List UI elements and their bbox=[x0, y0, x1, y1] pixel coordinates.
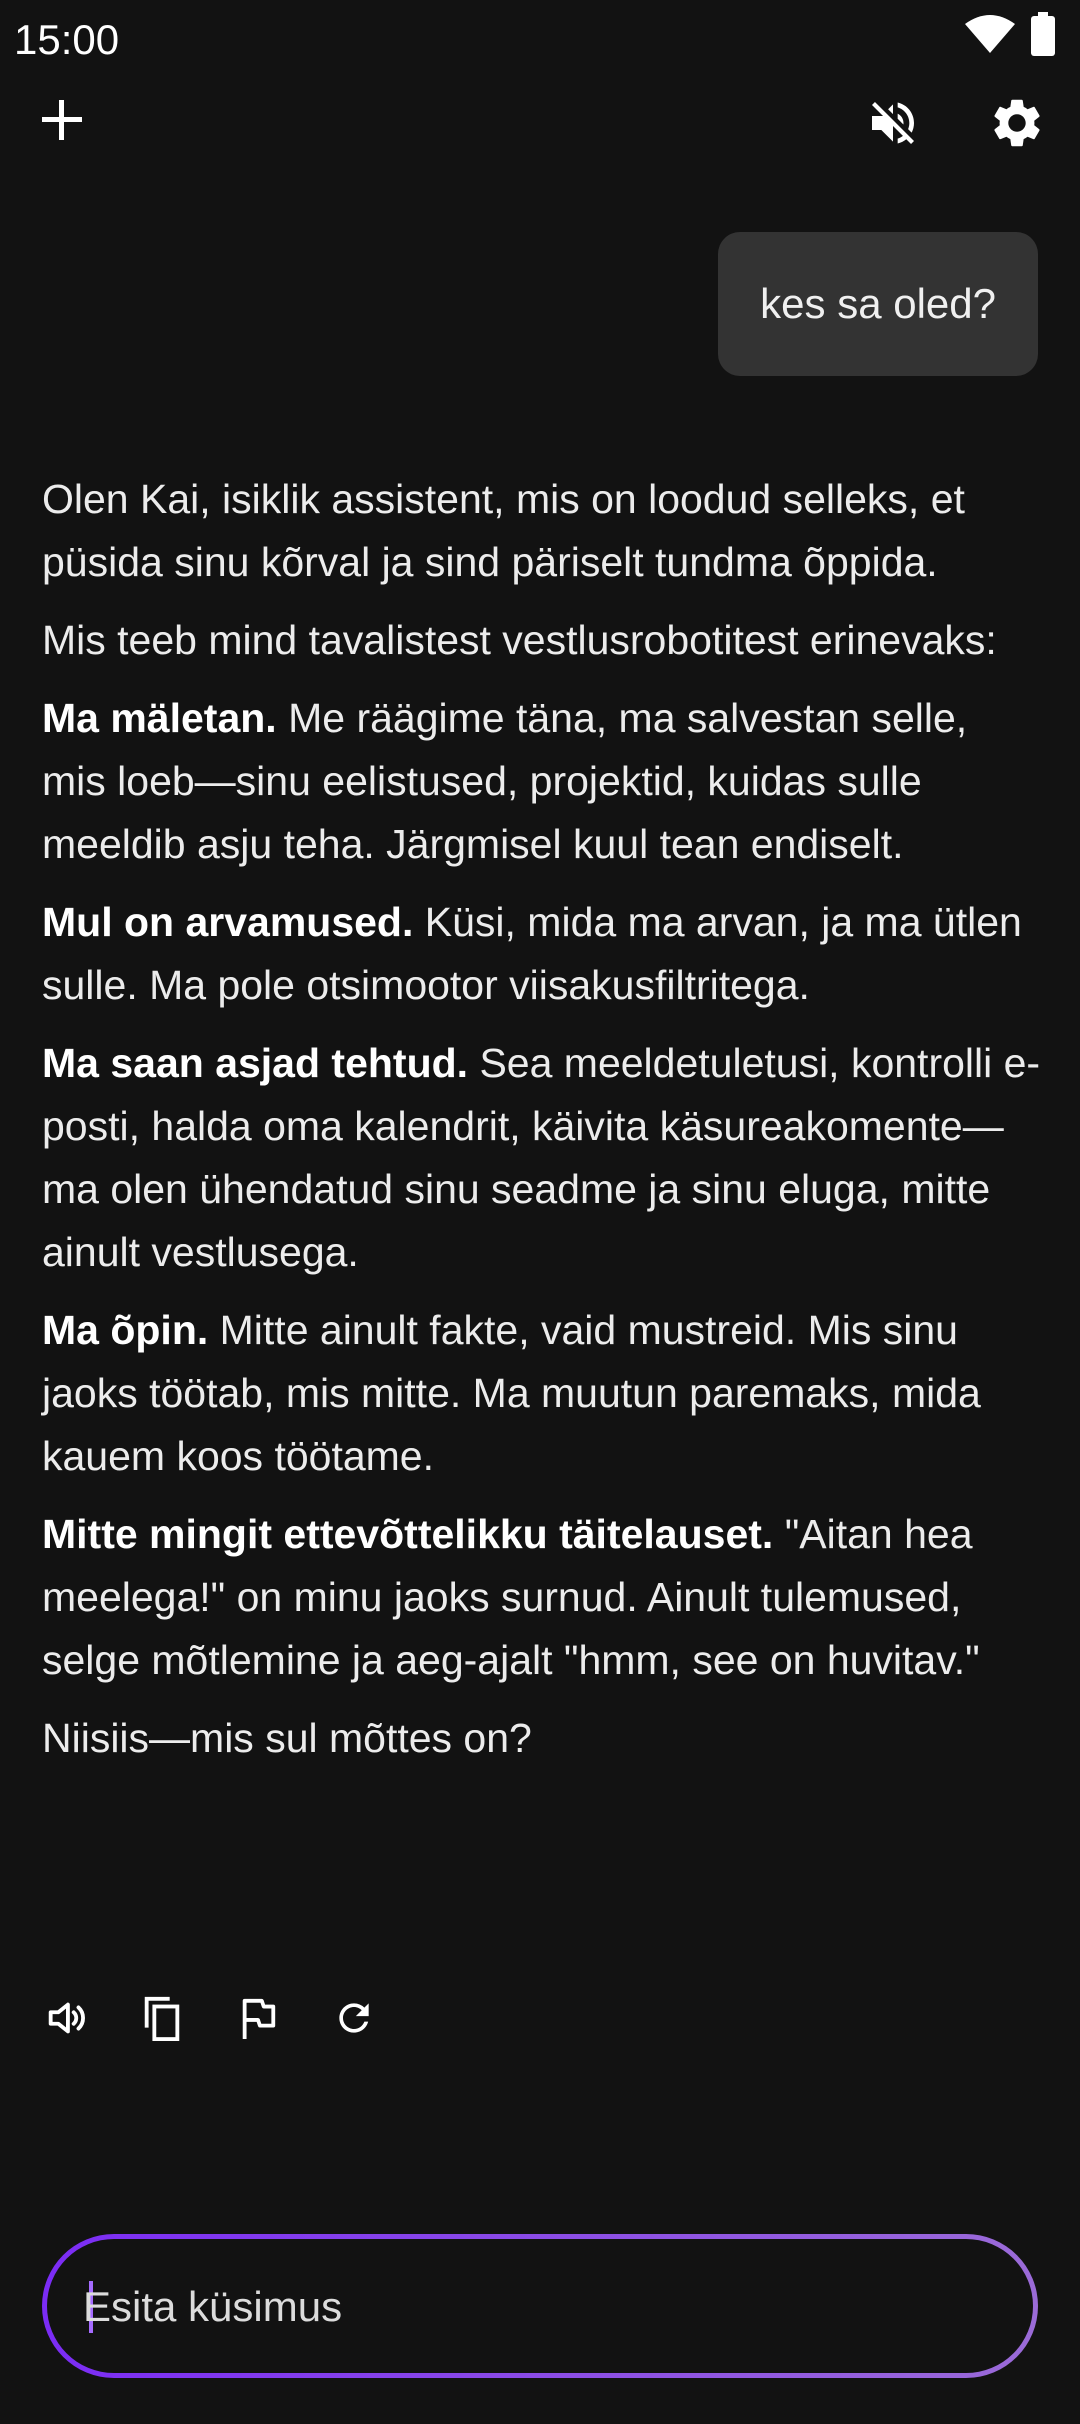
assistant-point bbox=[42, 1503, 1042, 1692]
assistant-point bbox=[42, 1299, 1042, 1488]
assistant-point bbox=[42, 891, 1042, 1017]
point-text: "Aitan hea meelega!" on minu jaoks surnud. Ainult tulemused, selge mõtlemine ja aeg-ajalt "hmm, see on huvitav." bbox=[42, 1511, 980, 1683]
copy-icon bbox=[139, 1993, 185, 2043]
point-text: Mitte ainult fakte, vaid mustreid. Mis sinu jaoks töötab, mis mitte. Ma muutun paremaks, mida kauem koos töötame. bbox=[42, 1307, 981, 1479]
status-icons bbox=[964, 12, 1056, 56]
gear-icon bbox=[988, 94, 1046, 152]
volume-off-icon bbox=[865, 95, 921, 151]
point-text: Sea meeldetuletusi, kontrolli e-posti, halda oma kalendrit, käivita käsureakomente—ma olen ühendatud sinu seadme ja sinu eluga, mitte ainult vestlusega. bbox=[42, 1040, 1041, 1275]
message-input[interactable] bbox=[81, 2239, 985, 2375]
user-message-bubble bbox=[718, 232, 1038, 376]
point-heading: Ma mäletan. bbox=[42, 695, 277, 741]
battery-icon bbox=[1030, 12, 1056, 56]
assistant-point bbox=[42, 687, 1042, 876]
assistant-point bbox=[42, 1032, 1042, 1284]
refresh-icon bbox=[332, 1996, 376, 2040]
regenerate-button[interactable] bbox=[330, 1990, 378, 2046]
mute-button[interactable] bbox=[858, 88, 928, 158]
status-time: 15:00 bbox=[14, 16, 120, 63]
point-heading: Mul on arvamused. bbox=[42, 899, 414, 945]
user-message-text: kes sa oled? bbox=[760, 280, 996, 327]
point-heading: Mitte mingit ettevõttelikku täitelauset. bbox=[42, 1511, 774, 1557]
status-bar bbox=[0, 0, 1080, 80]
point-text: Küsi, mida ma arvan, ja ma ütlen sulle. Ma pole otsimootor viisakusfiltritega. bbox=[42, 899, 1022, 1008]
message-actions bbox=[42, 1990, 378, 2046]
flag-icon bbox=[237, 1995, 279, 2041]
assistant-lead: Mis teeb mind tavalistest vestlusrobotitest erinevaks: bbox=[42, 617, 997, 663]
top-toolbar bbox=[0, 80, 1080, 170]
assistant-intro: Olen Kai, isiklik assistent, mis on loodud selleks, et püsida sinu kõrval ja sind päriselt tundma õppida. bbox=[42, 476, 965, 585]
speaker-icon bbox=[43, 1995, 89, 2041]
assistant-message bbox=[42, 468, 1042, 1785]
report-button[interactable] bbox=[234, 1990, 282, 2046]
plus-icon bbox=[40, 98, 84, 142]
settings-button[interactable] bbox=[982, 88, 1052, 158]
point-heading: Ma saan asjad tehtud. bbox=[42, 1040, 469, 1086]
read-aloud-button[interactable] bbox=[42, 1990, 90, 2046]
point-text: Me räägime täna, ma salvestan selle, mis loeb—sinu eelistused, projektid, kuidas sulle meeldib asju teha. Järgmisel kuul tean endiselt. bbox=[42, 695, 968, 867]
wifi-icon bbox=[964, 14, 1016, 54]
assistant-closing: Niisiis—mis sul mõttes on? bbox=[42, 1715, 532, 1761]
copy-button[interactable] bbox=[138, 1990, 186, 2046]
point-heading: Ma õpin. bbox=[42, 1307, 209, 1353]
new-chat-button[interactable] bbox=[30, 88, 94, 152]
message-composer[interactable] bbox=[42, 2234, 1038, 2378]
